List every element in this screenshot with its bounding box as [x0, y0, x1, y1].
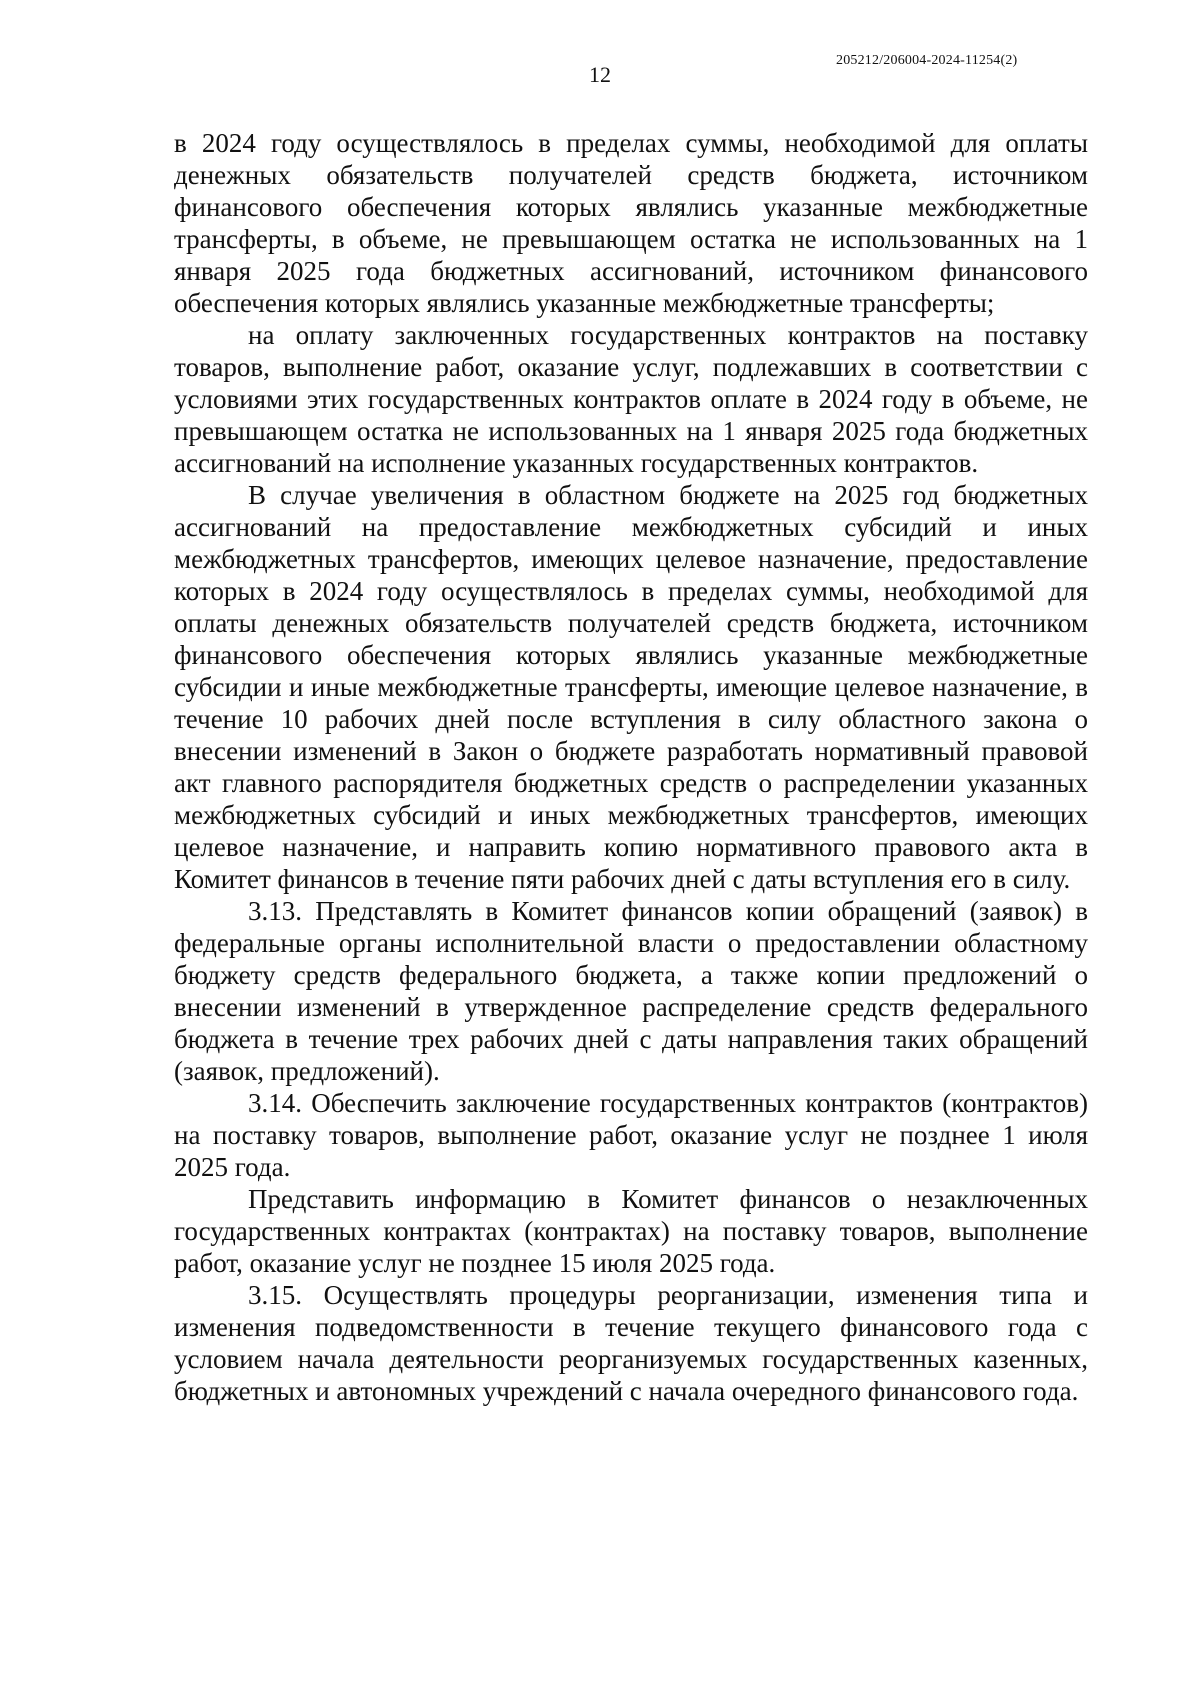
paragraph-3-14-information: Представить информацию в Комитет финансов о незаключенных государственных контрактах (контрактах) на поставку товаров, выполнение работ, оказание услуг не позднее 15 июля 2025 года.	[174, 1184, 1088, 1278]
paragraph-3-14: 3.14. Обеспечить заключение государственных контрактов (контрактов) на поставку товаров, выполнение работ, оказание услуг не позднее 1 июля 2025 года.	[174, 1088, 1088, 1182]
paragraph-continuation: в 2024 году осуществлялось в пределах суммы, необходимой для оплаты денежных обязательств получателей средств бюджета, источником финансового обеспечения которых являлись указанные межбюджетные трансферты, в объеме, не превышающем остатка не использованных на 1 января 2025 года бюджетных ассигнований, источником финансового обеспечения которых являлись указанные межбюджетные трансферты;	[174, 128, 1088, 318]
page-number: 12	[589, 62, 611, 87]
paragraph-budget-increase: В случае увеличения в областном бюджете на 2025 год бюджетных ассигнований на предоставление межбюджетных субсидий и иных межбюджетных трансфертов, имеющих целевое назначение, предоставление которых в 2024 году осуществлялось в пределах суммы, необходимой для оплаты денежных обязательств получателей средств бюджета, источником финансового обеспечения которых являлись указанные межбюджетные субсидии и иные межбюджетные трансферты, имеющие целевое назначение, в течение 10 рабочих дней после вступления в силу областного закона о внесении изменений в Закон о бюджете разработать нормативный правовой акт главного распорядителя бюджетных средств о распределении указанных межбюджетных субсидий и иных межбюджетных трансфертов, имеющих целевое назначение, и направить копию нормативного правового акта в Комитет финансов в течение пяти рабочих дней с даты вступления его в силу.	[174, 480, 1088, 894]
paragraph-3-13: 3.13. Представлять в Комитет финансов копии обращений (заявок) в федеральные органы исполнительной власти о предоставлении областному бюджету средств федерального бюджета, а также копии предложений о внесении изменений в утвержденное распределение средств федерального бюджета в течение трех рабочих дней с даты направления таких обращений (заявок, предложений).	[174, 896, 1088, 1086]
document-registration-number: 205212/206004-2024-11254(2)	[836, 53, 1018, 68]
document-body	[174, 127, 1088, 1407]
paragraph-contracts-payment: на оплату заключенных государственных контрактов на поставку товаров, выполнение работ, оказание услуг, подлежавших в соответствии с условиями этих государственных контрактов оплате в 2024 году в объеме, не превышающем остатка не использованных на 1 января 2025 года бюджетных ассигнований на исполнение указанных государственных контрактов.	[174, 320, 1088, 478]
paragraph-3-15: 3.15. Осуществлять процедуры реорганизации, изменения типа и изменения подведомственности в течение текущего финансового года с условием начала деятельности реорганизуемых государственных казенных, бюджетных и автономных учреждений с начала очередного финансового года.	[174, 1280, 1088, 1406]
